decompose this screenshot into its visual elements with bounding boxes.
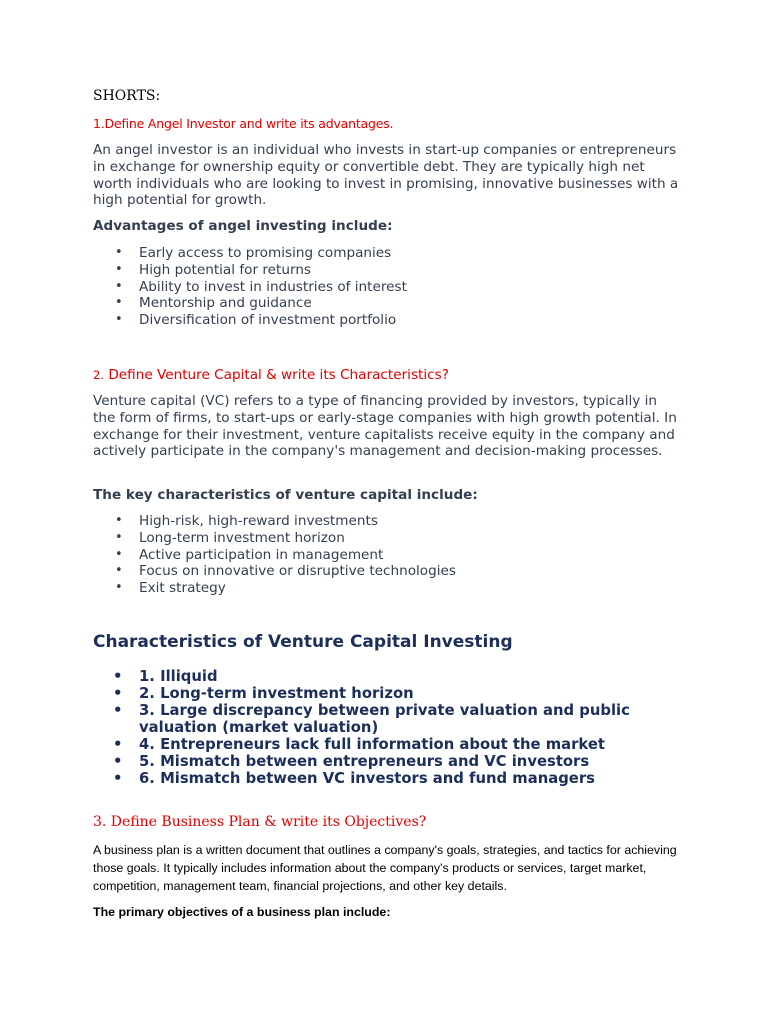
list-item: • 3. Large discrepancy between private valuation and public valuation (market valuation): [113, 702, 630, 736]
bullet-icon: •: [115, 563, 123, 579]
list-item: • 4. Entrepreneurs lack full information about the market: [113, 736, 605, 753]
list-item: • 1. Illiquid: [113, 668, 218, 685]
bullet-icon: •: [113, 736, 123, 753]
list-item: • Active participation in management: [115, 546, 384, 563]
question-3-subheading: The primary objectives of a business plan include:: [93, 905, 391, 919]
bullet-icon: •: [115, 312, 123, 328]
bullet-icon: •: [113, 702, 123, 719]
list-item: • 2. Long-term investment horizon: [113, 685, 414, 702]
question-1-title: 1.Define Angel Investor and write its advantages.: [93, 116, 394, 131]
list-item: • Exit strategy: [115, 580, 226, 597]
question-3-paragraph: A business plan is a written document that outlines a company's goals, strategies, and tactics for achieving those goals. It typically includes information about the company's products or services, target market, competition, management team, financial projections, and other key details.: [93, 843, 677, 893]
bullet-icon: •: [113, 685, 123, 702]
list-item: • Ability to invest in industries of interest: [115, 278, 407, 295]
vc-characteristics-list: [93, 513, 456, 597]
bullet-icon: •: [113, 770, 123, 787]
list-item: • Early access to promising companies: [115, 245, 392, 261]
bullet-icon: •: [113, 668, 123, 685]
bullet-icon: •: [115, 278, 123, 294]
shorts-heading: SHORTS:: [93, 88, 161, 104]
question-2-title: 2. Define Venture Capital & write its Characteristics?: [93, 367, 449, 383]
question-1-subheading: Advantages of angel investing include:: [93, 218, 393, 234]
list-item: • High potential for returns: [115, 261, 312, 278]
list-item: • 5. Mismatch between entrepreneurs and VC investors: [113, 753, 590, 770]
bullet-icon: •: [113, 753, 123, 770]
bullet-icon: •: [115, 580, 123, 596]
list-item: • 6. Mismatch between VC investors and fund managers: [113, 770, 595, 787]
list-item: • Long-term investment horizon: [115, 529, 345, 546]
bullet-icon: •: [115, 245, 123, 260]
vc-investing-list: [93, 668, 683, 787]
question-2-paragraph: Venture capital (VC) refers to a type of financing provided by investors, typically in the form of firms, to start-ups or early-stage companies with high growth potential. In exchange for their investment, venture capitalists receive equity in the company and actively participate in the company's management and decision-making processes.: [93, 393, 677, 460]
bullet-icon: •: [115, 546, 123, 562]
angel-advantages-list: [93, 245, 407, 329]
vc-investing-heading: Characteristics of Venture Capital Investing: [93, 632, 513, 652]
bullet-icon: •: [115, 261, 123, 277]
list-item: • Diversification of investment portfolio: [115, 312, 397, 329]
question-2-subheading: The key characteristics of venture capital include:: [93, 487, 478, 503]
list-item: • Focus on innovative or disruptive technologies: [115, 563, 456, 580]
bullet-icon: •: [115, 295, 123, 311]
bullet-icon: •: [115, 529, 123, 545]
question-3-title: 3. Define Business Plan & write its Objectives?: [93, 814, 427, 830]
bullet-icon: •: [115, 513, 123, 528]
list-item: • Mentorship and guidance: [115, 295, 312, 312]
list-item: • High-risk, high-reward investments: [115, 513, 378, 529]
question-1-paragraph: An angel investor is an individual who invests in start-up companies or entrepreneurs in exchange for ownership equity or convertible debt. They are typically high net worth individuals who are looking to invest in promising, innovative businesses with a high potential for growth.: [93, 142, 679, 209]
